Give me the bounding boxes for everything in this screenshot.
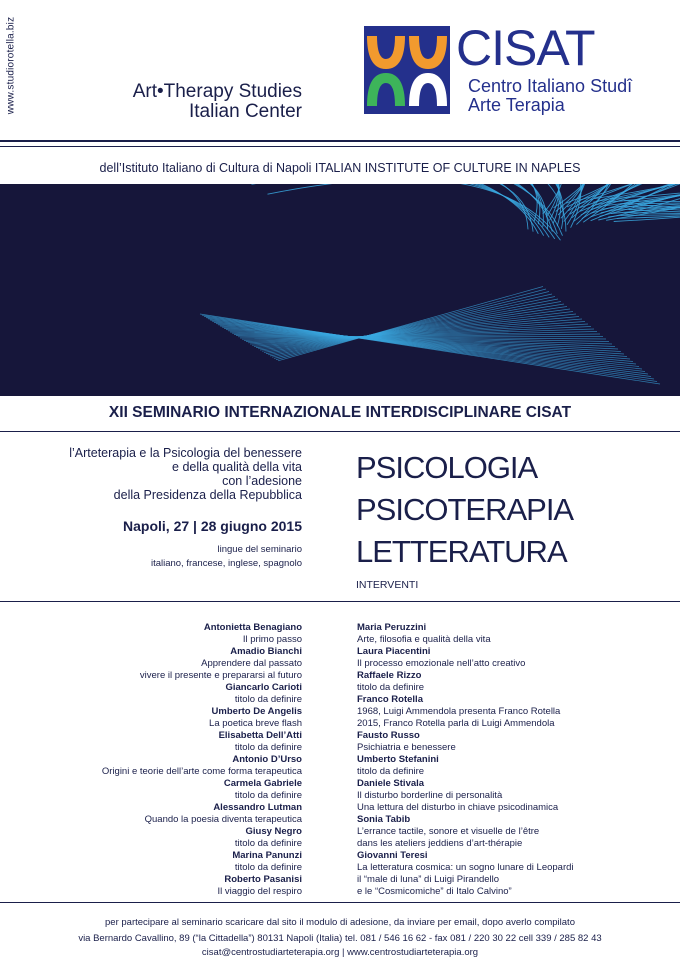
site-url[interactable]: www.studiorotella.biz xyxy=(5,16,17,115)
speaker-name: Laura Piacentini xyxy=(357,646,431,657)
talk-title: titolo da definire xyxy=(357,682,425,693)
speaker-name: Roberto Pasanisi xyxy=(224,874,302,885)
talk-title: Origini e teorie dell’arte come forma terapeutica xyxy=(101,766,302,777)
talk-title: titolo da definire xyxy=(357,766,425,777)
speaker-name: Fausto Russo xyxy=(357,730,420,741)
languages-block xyxy=(10,543,302,571)
languages-label: lingue del seminario xyxy=(217,544,302,555)
divider xyxy=(0,601,680,602)
speaker-name: Umberto Stefanini xyxy=(357,754,439,765)
talk-title: titolo da definire xyxy=(234,742,302,753)
talk-title: Una lettura del disturbo in chiave psicodinamica xyxy=(357,802,559,813)
speaker-name: Amadio Bianchi xyxy=(230,646,302,657)
interventi-label: INTERVENTI xyxy=(356,579,419,591)
logo-subtitle xyxy=(468,77,632,115)
talk-title: titolo da definire xyxy=(234,790,302,801)
talk-title: dans les ateliers jeddiens d’art-thérapie xyxy=(357,838,523,849)
speaker-name: Giusy Negro xyxy=(245,826,302,837)
talk-title: L’errance tactile, sonore et visuelle de l’être xyxy=(357,826,540,837)
talk-title: titolo da definire xyxy=(234,838,302,849)
topic-letteratura: LETTERATURA xyxy=(356,534,567,569)
speakers-left-column xyxy=(30,622,302,898)
talk-title: Psichiatria e benessere xyxy=(357,742,456,753)
speaker-name: Daniele Stivala xyxy=(357,778,425,789)
speaker-name: Raffaele Rizzo xyxy=(357,670,422,681)
talk-title: La letteratura cosmica: un sogno lunare di Leopardi xyxy=(357,862,574,873)
languages-list: italiano, francese, inglese, spagnolo xyxy=(150,558,302,569)
cisat-logo-icon xyxy=(364,26,450,114)
speaker-name: Elisabetta Dell’Atti xyxy=(218,730,302,741)
banner-artwork xyxy=(0,184,680,396)
footer-contacts[interactable]: cisat@centrostudiarteterapia.org | www.centrostudiarteterapia.org xyxy=(201,947,479,958)
speaker-name: Antonietta Benagiano xyxy=(203,622,302,633)
intro-line: della Presidenza della Repubblica xyxy=(113,488,302,502)
org-name-english xyxy=(60,82,302,122)
event-dates: Napoli, 27 | 28 giugno 2015 xyxy=(123,518,302,534)
speaker-name: Umberto De Angelis xyxy=(211,706,302,717)
talk-title: Il processo emozionale nell’atto creativo xyxy=(357,658,526,669)
talk-title: Arte, filosofia e qualità della vita xyxy=(357,634,491,645)
divider xyxy=(0,146,680,147)
org-name-line1: Art•Therapy Studies xyxy=(132,81,302,102)
logo-title: CISAT xyxy=(456,20,595,76)
footer-address: via Bernardo Cavallino, 89 (“la Cittadella”) 80131 Napoli (Italia) tel. 081 / 546 16 62 - fax 081 / 220 30 22 cell 339 / 285 82 43 xyxy=(78,933,602,944)
speaker-name: Giovanni Teresi xyxy=(357,850,428,861)
talk-title: Apprendere dal passato xyxy=(201,658,302,669)
talk-title: Il viaggio del respiro xyxy=(217,886,302,897)
talk-title: titolo da definire xyxy=(234,862,302,873)
speaker-name: Franco Rotella xyxy=(357,694,423,705)
topic-psicoterapia: PSICOTERAPIA xyxy=(356,492,574,527)
logo-subtitle-line1: Centro Italiano Studî xyxy=(468,76,633,96)
speaker-name: Antonio D’Urso xyxy=(232,754,302,765)
speaker-name: Sonia Tabib xyxy=(357,814,411,825)
footer-instructions: per partecipare al seminario scaricare dal sito il modulo di adesione, da inviare per email, dopo averlo compilato xyxy=(105,917,575,928)
divider xyxy=(0,431,680,432)
speaker-name: Carmela Gabriele xyxy=(223,778,302,789)
site-url-vertical xyxy=(2,8,18,128)
intro-line: l’Arteterapia e la Psicologia del benessere xyxy=(69,446,302,460)
talk-title: Quando la poesia diventa terapeutica xyxy=(144,814,302,825)
speakers-right-column xyxy=(357,622,677,898)
talk-title: 1968, Luigi Ammendola presenta Franco Rotella xyxy=(357,706,561,717)
intro-line: con l’adesione xyxy=(222,474,302,488)
speaker-name: Alessandro Lutman xyxy=(213,802,302,813)
intro-line: e della qualità della vita xyxy=(172,460,302,474)
speaker-name: Maria Peruzzini xyxy=(357,622,427,633)
talk-title: Il disturbo borderline di personalità xyxy=(357,790,503,801)
talk-title: titolo da definire xyxy=(234,694,302,705)
seminar-title: XII SEMINARIO INTERNAZIONALE INTERDISCIPLINARE CISAT xyxy=(108,404,572,421)
intro-text xyxy=(10,446,302,502)
org-name-line2: Italian Center xyxy=(188,101,302,122)
divider xyxy=(0,140,680,142)
divider xyxy=(0,902,680,903)
talk-title: vivere il presente e prepararsi al futuro xyxy=(139,670,302,681)
talk-title: 2015, Franco Rotella parla di Luigi Ammendola xyxy=(357,718,555,729)
talk-title: il “male di luna” di Luigi Pirandello xyxy=(357,874,500,885)
institute-line: dell’Istituto Italiano di Cultura di Napoli ITALIAN INSTITUTE OF CULTURE IN NAPLES xyxy=(99,161,581,175)
spiral-lines-icon xyxy=(0,184,680,396)
speaker-name: Giancarlo Carioti xyxy=(225,682,302,693)
topic-psicologia: PSICOLOGIA xyxy=(356,450,538,485)
logo-subtitle-line2: Arte Terapia xyxy=(468,95,565,115)
talk-title: La poetica breve flash xyxy=(209,718,302,729)
speaker-name: Marina Panunzi xyxy=(232,850,302,861)
talk-title: Il primo passo xyxy=(242,634,302,645)
logo-arcs-icon xyxy=(364,26,450,114)
talk-title: e le “Cosmicomiche” di Italo Calvino” xyxy=(357,886,512,897)
